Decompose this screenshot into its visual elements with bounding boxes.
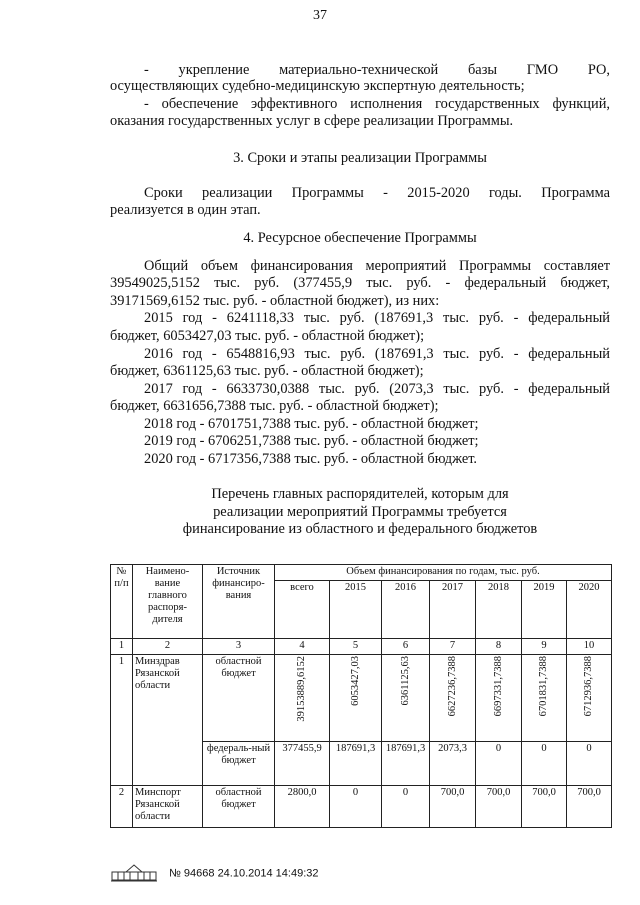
- col-num-6: 6: [382, 639, 430, 655]
- header-year-2017: 2017: [430, 580, 476, 638]
- col-num-5: 5: [330, 639, 382, 655]
- list-title-line-1: Перечень главных распорядителей, которым для: [211, 486, 509, 502]
- row-2-regional-2018: 700,0: [476, 786, 522, 828]
- section-3-line-1: Сроки реализации Программы - 2015-2020 годы. Программа: [144, 185, 610, 201]
- header-year-2020: 2020: [567, 580, 612, 638]
- financing-table: [110, 564, 612, 828]
- column-number-row: [111, 639, 612, 655]
- col-num-3: 3: [203, 639, 275, 655]
- section-4-line-3: 39171569,6152 тыс. руб. - областной бюджет), из них:: [110, 293, 440, 309]
- header-volume: Объем финансирования по годам, тыс. руб.: [275, 565, 612, 581]
- page-number: 37: [313, 8, 327, 23]
- row-1-regional-total: 39153889,6152: [275, 654, 330, 742]
- intro-line-2: осуществляющих судебно-медицинскую экспертную деятельность;: [110, 78, 525, 94]
- col-num-9: 9: [522, 639, 567, 655]
- header-year-2019: 2019: [522, 580, 567, 638]
- intro-line-1: - укрепление материально-технической базы ГМО РО,: [144, 62, 610, 78]
- header-name: Наимено-вание главного распоря-дителя: [133, 565, 203, 639]
- intro-line-3: - обеспечение эффективного исполнения государственных функций,: [144, 96, 610, 112]
- row-2-regional-total: 2800,0: [275, 786, 330, 828]
- section-3-line-2: реализуется в один этап.: [110, 202, 261, 218]
- row-1-federal-2017: 2073,3: [430, 742, 476, 786]
- document-footer: [110, 862, 319, 885]
- row-1-federal-2018: 0: [476, 742, 522, 786]
- section-4-line-5: бюджет, 6053427,03 тыс. руб. - областной бюджет);: [110, 328, 425, 344]
- table-row: [111, 786, 612, 828]
- row-2-name: Минспорт Рязанской области: [133, 786, 203, 828]
- header-source: Источник финансиро-вания: [203, 565, 275, 639]
- section-4-line-2: 39549025,5152 тыс. руб. (377455,9 тыс. руб. - федеральный бюджет,: [110, 275, 610, 291]
- row-1-federal-2019: 0: [522, 742, 567, 786]
- row-1-number: 1: [111, 654, 133, 785]
- row-1-regional-2019: 6701831,7388: [522, 654, 567, 742]
- section-4-heading: 4. Ресурсное обеспечение Программы: [243, 230, 477, 246]
- row-1-regional-2016: 6361125,63: [382, 654, 430, 742]
- header-year-2018: 2018: [476, 580, 522, 638]
- col-num-10: 10: [567, 639, 612, 655]
- row-1-federal-label: федераль-ный бюджет: [203, 742, 275, 786]
- header-number: № п/п: [111, 565, 133, 639]
- intro-line-4: оказания государственных услуг в сфере реализации Программы.: [110, 113, 514, 129]
- section-4-line-10: 2018 год - 6701751,7388 тыс. руб. - областной бюджет;: [144, 416, 479, 432]
- row-1-name: Минздрав Рязанской области: [133, 654, 203, 785]
- col-num-2: 2: [133, 639, 203, 655]
- header-year-2015: 2015: [330, 580, 382, 638]
- row-1-regional-2018: 6697331,7388: [476, 654, 522, 742]
- header-total: всего: [275, 580, 330, 638]
- col-num-4: 4: [275, 639, 330, 655]
- section-4-line-8: 2017 год - 6633730,0388 тыс. руб. (2073,3 тыс. руб. - федеральный: [144, 381, 610, 397]
- section-3-heading: 3. Сроки и этапы реализации Программы: [233, 150, 487, 166]
- row-2-regional-2020: 700,0: [567, 786, 612, 828]
- row-1-regional-2020: 6712936,7388: [567, 654, 612, 742]
- section-4-line-1: Общий объем финансирования мероприятий Программы составляет: [144, 258, 610, 274]
- row-1-federal-2016: 187691,3: [382, 742, 430, 786]
- building-logo-icon: [110, 862, 158, 885]
- col-num-1: 1: [111, 639, 133, 655]
- row-2-regional-2019: 700,0: [522, 786, 567, 828]
- col-num-7: 7: [430, 639, 476, 655]
- row-2-regional-2015: 0: [330, 786, 382, 828]
- list-title-line-2: реализации мероприятий Программы требуется: [213, 504, 507, 520]
- row-2-regional-2017: 700,0: [430, 786, 476, 828]
- row-1-regional-2017: 6627236,7388: [430, 654, 476, 742]
- row-2-regional-2016: 0: [382, 786, 430, 828]
- section-4-line-7: бюджет, 6361125,63 тыс. руб. - областной бюджет);: [110, 363, 424, 379]
- row-1-federal-total: 377455,9: [275, 742, 330, 786]
- row-1-regional-2015: 6053427,03: [330, 654, 382, 742]
- row-1-federal-2020: 0: [567, 742, 612, 786]
- col-num-8: 8: [476, 639, 522, 655]
- section-4-line-4: 2015 год - 6241118,33 тыс. руб. (187691,3 тыс. руб. - федеральный: [144, 310, 610, 326]
- header-year-2016: 2016: [382, 580, 430, 638]
- section-4-line-9: бюджет, 6631656,7388 тыс. руб. - областной бюджет);: [110, 398, 439, 414]
- list-title-line-3: финансирование из областного и федерального бюджетов: [182, 521, 538, 537]
- section-4-line-6: 2016 год - 6548816,93 тыс. руб. (187691,3 тыс. руб. - федеральный: [144, 346, 610, 362]
- row-2-regional-label: областной бюджет: [203, 786, 275, 828]
- row-2-number: 2: [111, 786, 133, 828]
- section-4-line-11: 2019 год - 6706251,7388 тыс. руб. - областной бюджет;: [144, 433, 479, 449]
- row-1-regional-label: областной бюджет: [203, 654, 275, 742]
- document-stamp-number: № 94668 24.10.2014 14:49:32: [169, 867, 319, 880]
- row-1-federal-2015: 187691,3: [330, 742, 382, 786]
- table-row: [111, 654, 612, 742]
- section-4-line-12: 2020 год - 6717356,7388 тыс. руб. - областной бюджет.: [144, 451, 478, 467]
